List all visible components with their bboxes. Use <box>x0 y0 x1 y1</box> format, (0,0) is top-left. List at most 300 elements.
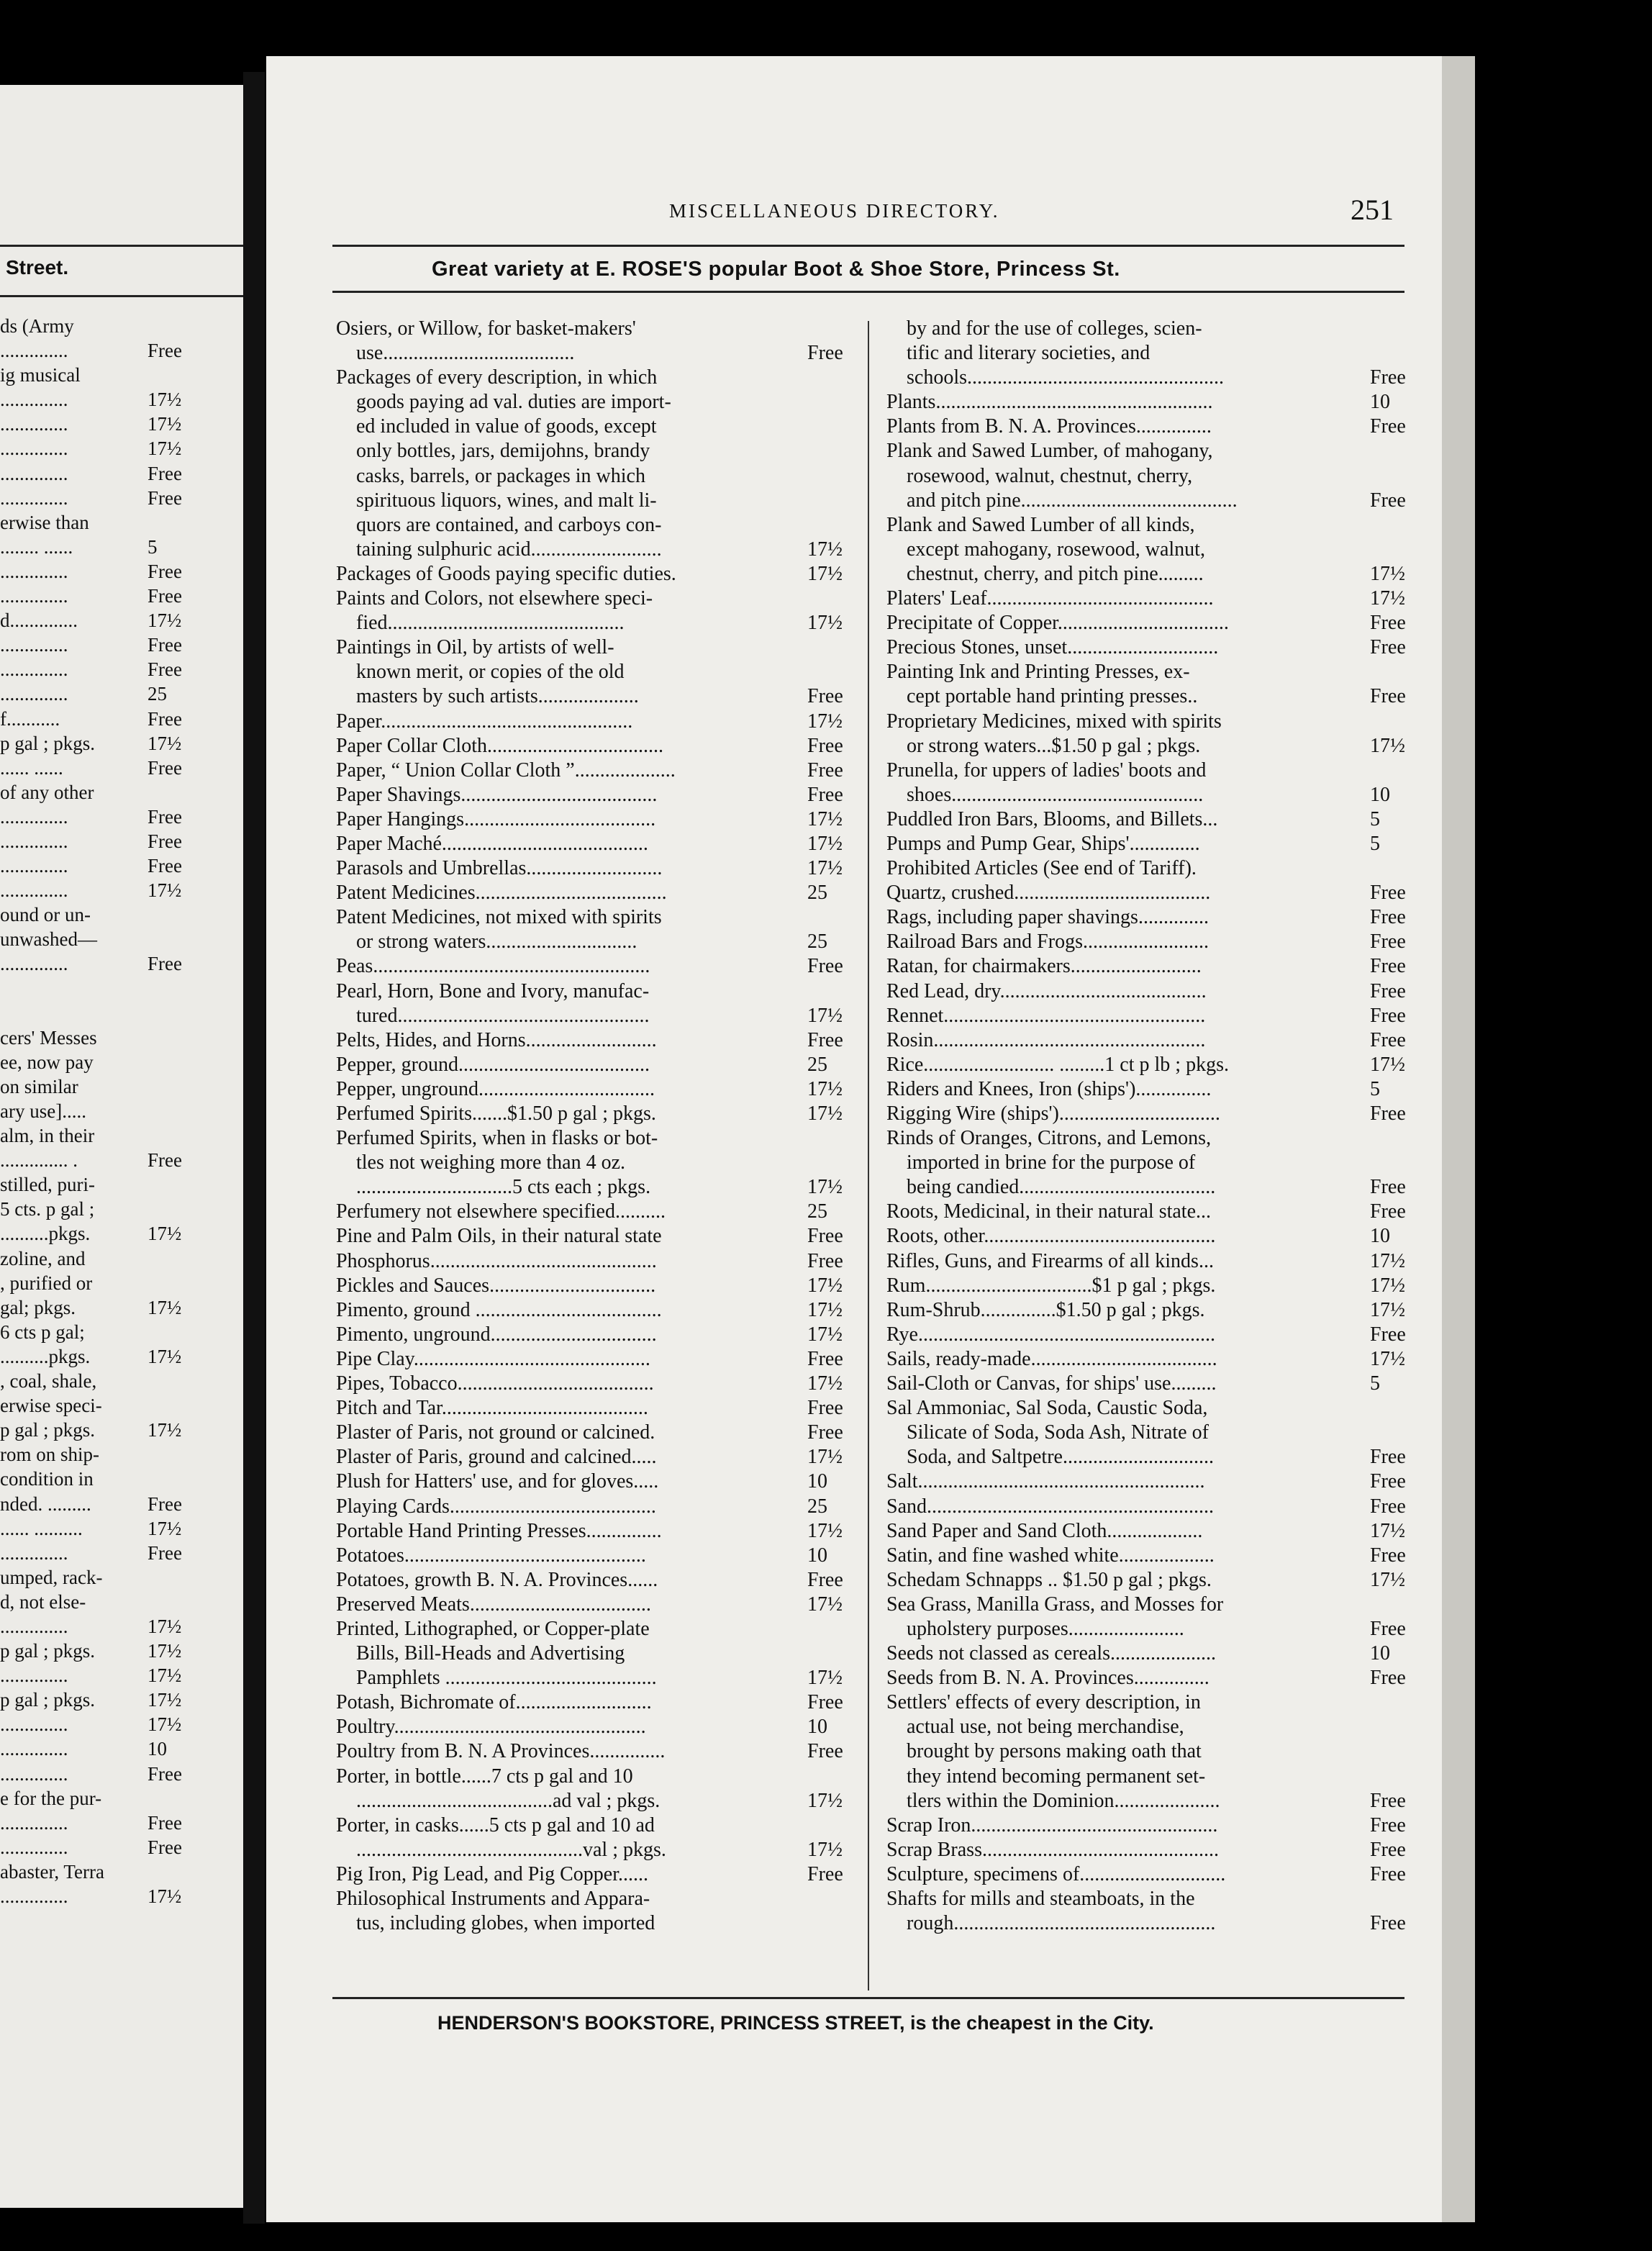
entry-rate: 17½ <box>1370 1519 1405 1542</box>
entry-text: chestnut, cherry, and pitch pine......... <box>907 562 1204 585</box>
entry-text: Pimento, ground ..................................... <box>336 1298 662 1321</box>
entry-rate: 10 <box>807 1470 827 1493</box>
entry-text: 6 cts p gal; <box>0 1321 85 1343</box>
entry-rate: 17½ <box>148 610 182 632</box>
left-page-entries <box>0 314 243 1908</box>
tariff-entry <box>886 930 1404 954</box>
tariff-entry <box>886 1421 1404 1445</box>
entry-rate: 25 <box>807 1495 827 1518</box>
tariff-entry <box>336 1666 843 1690</box>
entry-text: Rice.......................... .........1 ct p lb ; pkgs. <box>886 1053 1229 1076</box>
entry-rate: Free <box>1370 1176 1406 1199</box>
tariff-entry <box>886 954 1404 979</box>
entry-text: Precious Stones, unset.............................. <box>886 636 1219 659</box>
entry-text: tific and literary societies, and <box>907 342 1150 365</box>
tariff-entry <box>336 611 843 635</box>
entry-rate: 17½ <box>807 612 843 635</box>
entry-rate: 17½ <box>148 1296 182 1318</box>
entry-rate: Free <box>148 756 182 779</box>
entry-rate: 17½ <box>148 879 182 902</box>
entry-text: Printed, Lithographed, or Copper-plate <box>336 1617 650 1640</box>
tariff-entry <box>336 1249 843 1274</box>
entry-text: .............. <box>0 658 68 681</box>
entry-text: Plush for Hatters' use, and for gloves..... <box>336 1470 659 1493</box>
entry-text: erwise speci- <box>0 1395 102 1417</box>
entry-rate: 17½ <box>1370 562 1405 585</box>
tariff-entry <box>886 979 1404 1004</box>
tariff-entry <box>886 562 1404 586</box>
entry-rate: Free <box>148 658 182 681</box>
left-page-entry <box>0 436 243 461</box>
tariff-entry <box>886 710 1404 734</box>
left-page-entry <box>0 1197 243 1221</box>
entry-text: Rosin...................................................... <box>886 1028 1206 1051</box>
left-page-entry <box>0 387 243 412</box>
entry-rate: 5 <box>1370 832 1380 855</box>
entry-text: .............................................val ; pkgs. <box>356 1838 666 1861</box>
entry-rate: 17½ <box>148 1419 182 1441</box>
entry-text: .............. <box>0 683 68 705</box>
left-page-entry <box>0 1860 243 1884</box>
entry-rate: Free <box>807 1225 843 1248</box>
entry-text: Plaster of Paris, ground and calcined..... <box>336 1446 657 1469</box>
entry-text: umped, rack- <box>0 1566 103 1588</box>
tariff-entry <box>336 1593 843 1617</box>
entry-text: alm, in their <box>0 1125 95 1147</box>
entry-text: p gal ; pkgs. <box>0 732 95 754</box>
entry-rate: Free <box>1370 1323 1406 1346</box>
entry-text: Rum.................................$1 p gal ; pkgs. <box>886 1274 1216 1297</box>
tariff-entry <box>886 856 1404 881</box>
tariff-entry <box>336 439 832 463</box>
entry-rate: Free <box>148 1811 182 1834</box>
entry-rate: 17½ <box>807 1838 843 1861</box>
tariff-entry <box>886 1396 1404 1421</box>
entry-rate: Free <box>807 1740 843 1763</box>
entry-rate: Free <box>148 1836 182 1858</box>
tariff-entry <box>886 1617 1404 1641</box>
tariff-entry <box>886 415 1404 439</box>
entry-text: , purified or <box>0 1272 93 1294</box>
entry-text: Paper Hangings...................................... <box>336 807 656 830</box>
tariff-entry <box>336 954 843 979</box>
entry-text: Potash, Bichromate of........................... <box>336 1691 652 1714</box>
entry-text: .............. <box>0 830 68 852</box>
entry-text: Paper.................................................. <box>336 710 633 733</box>
entry-text: gal; pkgs. <box>0 1296 76 1318</box>
entry-text: Satin, and fine washed white................... <box>886 1544 1215 1567</box>
tariff-entry <box>336 1175 843 1200</box>
tariff-entry <box>336 1568 843 1593</box>
entry-rate: Free <box>148 707 182 730</box>
entry-rate: 17½ <box>1370 1568 1405 1591</box>
entry-text: Pepper, ground...................................... <box>336 1053 650 1076</box>
tariff-entry <box>336 1053 832 1077</box>
entry-text: Parasols and Umbrellas........................... <box>336 857 663 880</box>
entry-text: Paintings in Oil, by artists of well- <box>336 636 614 659</box>
tariff-entry <box>886 464 1404 489</box>
entry-rate: 17½ <box>807 1274 843 1297</box>
entry-rate: Free <box>148 462 182 484</box>
entry-text: Portable Hand Printing Presses............... <box>336 1519 662 1542</box>
entry-text: .............. <box>0 560 68 582</box>
tariff-entry <box>886 366 1404 390</box>
entry-rate: Free <box>1370 612 1406 635</box>
left-page-entry <box>0 1590 243 1614</box>
entry-text: Red Lead, dry......................................... <box>886 979 1207 1002</box>
left-page-entry <box>0 1736 243 1761</box>
page <box>266 56 1475 2222</box>
tariff-entry <box>886 1077 1404 1102</box>
entry-rate: Free <box>148 634 182 656</box>
entry-text: Shafts for mills and steamboats, in the <box>886 1888 1195 1910</box>
entry-text: .............. <box>0 585 68 607</box>
entry-rate: Free <box>1370 415 1406 438</box>
tariff-entry <box>886 758 1404 783</box>
entry-text: .............. <box>0 953 68 975</box>
tariff-entry <box>336 1445 843 1469</box>
entry-text: actual use, not being merchandise, <box>907 1716 1184 1739</box>
entry-text: Paper Collar Cloth................................... <box>336 734 663 757</box>
entry-rate: 17½ <box>807 710 843 733</box>
entry-text: ..........pkgs. <box>0 1223 91 1245</box>
entry-rate: Free <box>148 340 182 362</box>
entry-text: Sea Grass, Manilla Grass, and Mosses for <box>886 1593 1224 1616</box>
tariff-entry <box>886 684 1404 709</box>
tariff-entry <box>336 1519 843 1544</box>
left-page-entry <box>0 1344 243 1369</box>
tariff-entry <box>886 1715 1404 1739</box>
entry-text: Pipe Clay............................................... <box>336 1347 650 1370</box>
tariff-entry <box>886 341 1404 366</box>
tariff-entry <box>336 1224 843 1249</box>
entry-text: ...... ...... <box>0 756 63 779</box>
entry-text: Riders and Knees, Iron (ships')............... <box>886 1077 1212 1100</box>
tariff-entry <box>336 1347 843 1372</box>
entry-text: Pig Iron, Pig Lead, and Pig Copper...... <box>336 1862 648 1885</box>
left-page-entry <box>0 1271 243 1295</box>
tariff-entry <box>336 390 832 415</box>
tariff-entry <box>336 930 832 954</box>
entry-rate: Free <box>1370 1446 1406 1469</box>
left-page-entry <box>0 363 243 387</box>
tariff-entry <box>336 1911 832 1936</box>
left-page-entry <box>0 1884 243 1908</box>
entry-text: Ratan, for chairmakers.......................... <box>886 955 1202 978</box>
entry-rate: Free <box>1370 979 1406 1002</box>
entry-text: Silicate of Soda, Soda Ash, Nitrate of <box>907 1421 1209 1444</box>
entry-text: Schedam Schnapps .. $1.50 p gal ; pkgs. <box>886 1568 1212 1591</box>
tariff-column-right <box>886 317 1404 1936</box>
tariff-entry <box>336 660 832 684</box>
tariff-entry <box>886 1372 1404 1396</box>
tariff-entry <box>886 1323 1404 1347</box>
entry-text: Packages of Goods paying specific duties. <box>336 562 676 585</box>
entry-text: they intend becoming permanent set- <box>907 1765 1206 1788</box>
entry-text: Osiers, or Willow, for basket-makers' <box>336 317 636 340</box>
entry-rate: 17½ <box>807 832 843 855</box>
left-page-entry <box>0 608 243 633</box>
entry-text: Plank and Sawed Lumber, of mahogany, <box>886 440 1213 463</box>
tariff-entry <box>336 1077 843 1102</box>
tariff-entry <box>336 1739 843 1764</box>
entry-text: Puddled Iron Bars, Blooms, and Billets... <box>886 807 1218 830</box>
entry-text: erwise than <box>0 511 89 533</box>
entry-text: cept portable hand printing presses.. <box>907 685 1198 708</box>
entry-text: except mahogany, rosewood, walnut, <box>907 538 1205 561</box>
entry-rate: 17½ <box>807 1593 843 1616</box>
tariff-entry <box>336 684 843 709</box>
left-page-heading: Street. <box>6 256 69 278</box>
entry-rate: 17½ <box>807 1667 843 1690</box>
entry-text: Perfumed Spirits.......$1.50 p gal ; pkgs. <box>336 1102 656 1125</box>
entry-text: Rags, including paper shavings.............. <box>886 906 1209 929</box>
tariff-entry <box>336 807 843 832</box>
entry-text: or strong waters.............................. <box>356 930 637 954</box>
tariff-entry <box>886 734 1404 758</box>
tariff-entry <box>336 1617 832 1641</box>
left-page-entry <box>0 412 243 436</box>
entry-text: Salt......................................................... <box>886 1470 1205 1493</box>
entry-rate: 10 <box>1370 391 1390 414</box>
entry-text: condition in <box>0 1468 94 1490</box>
entry-rate: Free <box>1370 955 1406 978</box>
entry-text: Philosophical Instruments and Appara- <box>336 1888 650 1910</box>
entry-text: taining sulphuric acid.......................... <box>356 538 662 561</box>
tariff-entry <box>336 1102 843 1126</box>
tariff-entry <box>886 1298 1404 1323</box>
entry-rate: Free <box>1370 1544 1406 1567</box>
tariff-entry <box>886 1887 1404 1911</box>
tariff-entry <box>336 586 832 611</box>
entry-rate: Free <box>148 953 182 975</box>
advertisement-footer: HENDERSON'S BOOKSTORE, PRINCESS STREET, is the cheapest in the City. <box>437 2012 1154 2034</box>
entry-text: ound or un- <box>0 904 91 926</box>
entry-rate: 25 <box>807 1200 827 1223</box>
tariff-entry <box>886 635 1404 660</box>
entry-text: Proprietary Medicines, mixed with spirits <box>886 710 1222 733</box>
tariff-entry <box>886 1690 1404 1715</box>
entry-text: unwashed— <box>0 928 97 951</box>
left-page-entry <box>0 1565 243 1590</box>
entry-text: fied............................................... <box>356 612 625 635</box>
entry-text: .......................................ad val ; pkgs. <box>356 1789 661 1812</box>
entry-text: .............. <box>0 1713 68 1736</box>
entry-text: rosewood, walnut, chestnut, cherry, <box>907 464 1193 487</box>
entry-text: d.............. <box>0 610 78 632</box>
left-page-entry <box>0 829 243 853</box>
left-page-entry <box>0 584 243 608</box>
entry-text: ee, now pay <box>0 1051 94 1073</box>
entry-text: .............. <box>0 438 68 460</box>
entry-text: .............. <box>0 462 68 484</box>
tariff-entry <box>336 1126 832 1151</box>
entry-text: ..........pkgs. <box>0 1345 91 1367</box>
tariff-entry <box>886 1641 1404 1666</box>
tariff-entry <box>336 1495 832 1519</box>
tariff-entry <box>336 1151 832 1175</box>
left-page-entry <box>0 1811 243 1835</box>
entry-text: Pamphlets .......................................... <box>356 1667 657 1690</box>
entry-rate: Free <box>807 1249 843 1272</box>
tariff-entry <box>886 1224 1404 1249</box>
tariff-entry <box>886 1789 1404 1813</box>
entry-text: Pelts, Hides, and Horns.......................... <box>336 1028 657 1051</box>
tariff-entry <box>336 341 843 366</box>
entry-rate: 17½ <box>807 1298 843 1321</box>
tariff-entry <box>336 1421 843 1445</box>
entry-text: .............. . <box>0 1149 78 1172</box>
left-page-entry <box>0 853 243 878</box>
left-page-entry <box>0 1762 243 1786</box>
tariff-entry <box>336 1813 832 1838</box>
entry-rate: Free <box>1370 1838 1406 1861</box>
tariff-entry <box>886 1469 1404 1494</box>
entry-text: Potatoes, growth B. N. A. Provinces...... <box>336 1568 658 1591</box>
entry-rate: Free <box>148 830 182 852</box>
entry-rate: Free <box>1370 906 1406 929</box>
entry-rate: Free <box>1370 1200 1406 1223</box>
left-page-entry <box>0 1172 243 1197</box>
entry-text: Paints and Colors, not elsewhere speci- <box>336 587 653 610</box>
tariff-entry <box>336 562 843 586</box>
entry-rate: 17½ <box>148 1615 182 1637</box>
tariff-entry <box>886 881 1404 905</box>
tariff-entry <box>336 489 832 513</box>
entry-rate: Free <box>148 1149 182 1172</box>
entry-text: Pipes, Tobacco....................................... <box>336 1372 654 1395</box>
entry-text: Painting Ink and Printing Presses, ex- <box>886 661 1190 684</box>
banner-rule <box>332 291 1404 293</box>
entry-text: ed included in value of goods, except <box>356 415 657 438</box>
entry-rate: Free <box>807 685 843 708</box>
entry-rate: Free <box>1370 685 1406 708</box>
left-page-entry <box>0 1712 243 1736</box>
entry-text: .............. <box>0 879 68 902</box>
entry-text: Rifles, Guns, and Firearms of all kinds... <box>886 1249 1214 1272</box>
tariff-entry <box>336 464 832 489</box>
entry-rate: Free <box>1370 1004 1406 1027</box>
book-gutter <box>243 72 265 2224</box>
entry-text: rom on ship- <box>0 1444 99 1466</box>
left-page-entry <box>0 461 243 486</box>
tariff-entry <box>336 538 843 562</box>
entry-rate: 17½ <box>148 1689 182 1711</box>
entry-text: quors are contained, and carboys con- <box>356 513 662 536</box>
entry-text: Phosphorus............................................. <box>336 1249 657 1272</box>
entry-text: Sal Ammoniac, Sal Soda, Caustic Soda, <box>886 1397 1208 1420</box>
footer-rule <box>332 1997 1404 1999</box>
entry-text: rough.................................................... <box>907 1912 1216 1935</box>
tariff-entry <box>886 1838 1404 1862</box>
left-page-entry <box>0 1025 243 1050</box>
left-page-entry <box>0 1516 243 1541</box>
entry-rate: Free <box>1370 1028 1406 1051</box>
entry-rate: Free <box>1370 366 1406 389</box>
left-page-entry <box>0 1320 243 1344</box>
page-edge <box>1442 56 1475 2222</box>
tariff-entry <box>886 783 1404 807</box>
entry-text: Pine and Palm Oils, in their natural state <box>336 1225 662 1248</box>
entry-text: Sand Paper and Sand Cloth................... <box>886 1519 1203 1542</box>
entry-rate: 17½ <box>148 1345 182 1367</box>
entry-rate: 17½ <box>148 732 182 754</box>
left-page-entry <box>0 633 243 657</box>
left-page-entry <box>0 756 243 780</box>
tariff-entry <box>886 1004 1404 1028</box>
entry-text: by and for the use of colleges, scien- <box>907 317 1202 340</box>
left-page-rule <box>0 295 243 297</box>
entry-text: Playing Cards......................................... <box>336 1495 656 1518</box>
entry-text: or strong waters...$1.50 p gal ; pkgs. <box>907 734 1201 757</box>
entry-text: .............. <box>0 413 68 435</box>
entry-text: .............. <box>0 340 68 362</box>
tariff-entry <box>886 1593 1404 1617</box>
entry-text: p gal ; pkgs. <box>0 1640 95 1662</box>
entry-rate: Free <box>807 342 843 365</box>
entry-text: .............. <box>0 1615 68 1637</box>
entry-text: Pimento, unground................................. <box>336 1323 657 1346</box>
tariff-entry <box>886 1151 1404 1175</box>
entry-rate: 17½ <box>1370 734 1405 757</box>
tariff-entry <box>336 1323 843 1347</box>
left-page-entry <box>0 805 243 829</box>
tariff-entry <box>336 415 832 439</box>
entry-text: Bills, Bill-Heads and Advertising <box>356 1642 625 1665</box>
entry-text: Soda, and Saltpetre.............................. <box>907 1446 1214 1469</box>
entry-rate: Free <box>807 1397 843 1420</box>
entry-rate: 17½ <box>807 1077 843 1100</box>
tariff-entry <box>886 1249 1404 1274</box>
left-page-entry <box>0 1639 243 1663</box>
tariff-entry <box>886 1765 1404 1789</box>
entry-text: Rinds of Oranges, Citrons, and Lemons, <box>886 1127 1212 1150</box>
left-page-entry <box>0 1492 243 1516</box>
entry-rate: 17½ <box>148 1665 182 1687</box>
entry-rate: Free <box>807 758 843 782</box>
entry-text: being candied....................................... <box>907 1176 1216 1199</box>
entry-text: p gal ; pkgs. <box>0 1419 95 1441</box>
tariff-entry <box>886 390 1404 415</box>
entry-text: abaster, Terra <box>0 1860 104 1883</box>
entry-text: , coal, shale, <box>0 1370 97 1392</box>
entry-rate: 17½ <box>148 1885 182 1907</box>
left-page-entry <box>0 559 243 584</box>
left-page-entry <box>0 1786 243 1811</box>
left-page-entry <box>0 1442 243 1467</box>
entry-text: Plants from B. N. A. Provinces............... <box>886 415 1212 438</box>
entry-rate: Free <box>1370 1495 1406 1518</box>
entry-text: Prohibited Articles (See end of Tariff). <box>886 857 1197 880</box>
entry-rate: Free <box>807 734 843 757</box>
left-page-entry <box>0 1467 243 1491</box>
entry-rate: 17½ <box>807 538 843 561</box>
tariff-entry <box>336 1765 832 1789</box>
tariff-entry <box>336 1789 843 1813</box>
entry-text: Paper Shavings....................................... <box>336 783 658 806</box>
entry-rate: Free <box>1370 1813 1406 1836</box>
entry-rate: 17½ <box>807 807 843 830</box>
entry-text: .............. <box>0 389 68 411</box>
left-page-entry <box>0 780 243 805</box>
tariff-entry <box>886 1666 1404 1690</box>
entry-text: Seeds not classed as cereals..................... <box>886 1642 1216 1665</box>
entry-text: Preserved Meats.................................... <box>336 1593 651 1616</box>
tariff-entry <box>336 1544 832 1568</box>
tariff-entry <box>336 1274 843 1298</box>
entry-text: Porter, in casks......5 cts p gal and 10 ad <box>336 1813 655 1836</box>
entry-text: Patent Medicines...................................... <box>336 882 667 905</box>
